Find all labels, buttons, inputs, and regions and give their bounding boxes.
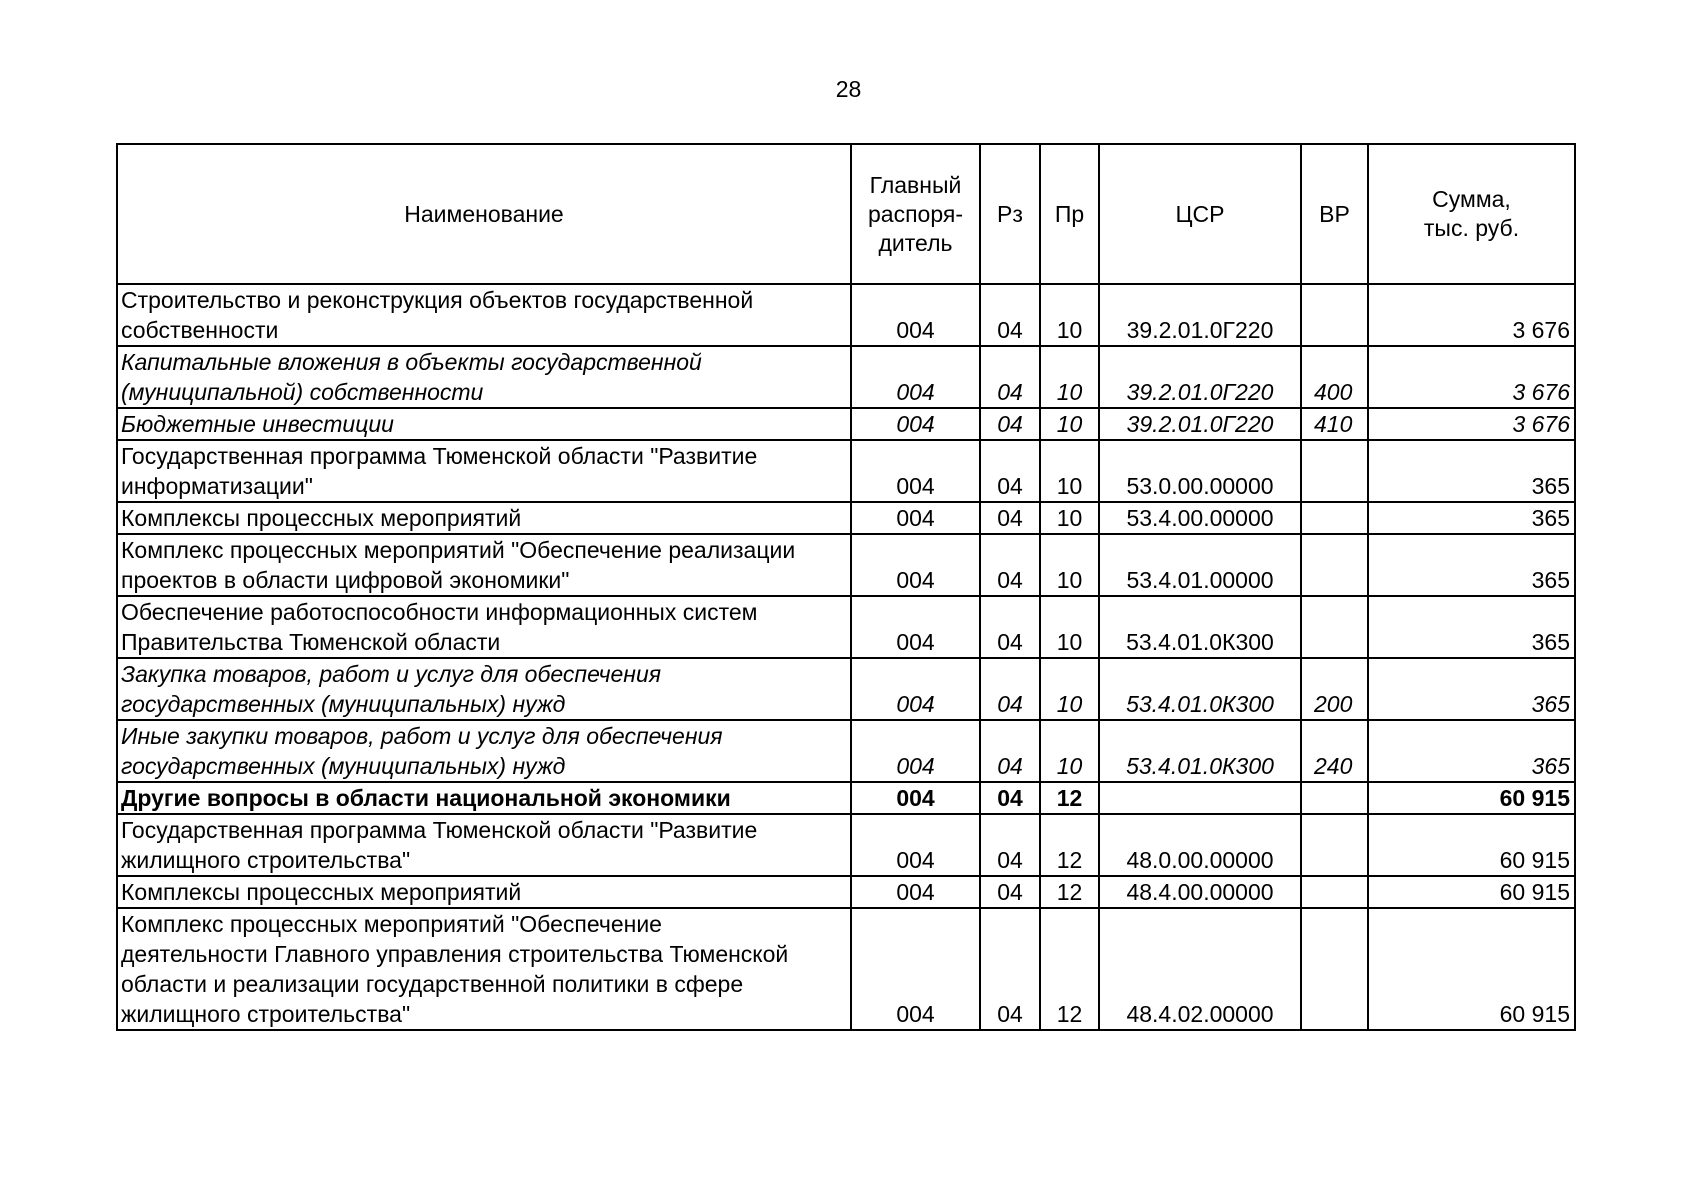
cell-sum: 365 [1368, 596, 1575, 658]
cell-csr: 39.2.01.0Г220 [1099, 346, 1301, 408]
cell-sum: 365 [1368, 502, 1575, 534]
cell-grbs: 004 [851, 658, 980, 720]
cell-rz: 04 [980, 408, 1040, 440]
cell-grbs: 004 [851, 814, 980, 876]
cell-grbs: 004 [851, 346, 980, 408]
cell-name: Закупка товаров, работ и услуг для обеспечения государственных (муниципальных) нужд [117, 658, 851, 720]
budget-table [116, 143, 1576, 1031]
cell-sum: 60 915 [1368, 814, 1575, 876]
cell-csr: 53.4.01.0К300 [1099, 658, 1301, 720]
cell-name: Государственная программа Тюменской области "Развитие информатизации" [117, 440, 851, 502]
cell-grbs: 004 [851, 720, 980, 782]
cell-vr [1301, 814, 1368, 876]
cell-grbs: 004 [851, 408, 980, 440]
cell-vr: 200 [1301, 658, 1368, 720]
table-row [117, 346, 1575, 408]
cell-name: Иные закупки товаров, работ и услуг для обеспечения государственных (муниципальных) нужд [117, 720, 851, 782]
cell-name: Комплексы процессных мероприятий [117, 876, 851, 908]
table-row [117, 502, 1575, 534]
cell-rz: 04 [980, 346, 1040, 408]
table-row [117, 284, 1575, 346]
cell-grbs: 004 [851, 782, 980, 814]
cell-pr: 12 [1040, 814, 1099, 876]
page-number: 28 [835, 76, 862, 102]
cell-rz: 04 [980, 502, 1040, 534]
cell-csr: 53.4.01.00000 [1099, 534, 1301, 596]
cell-grbs: 004 [851, 596, 980, 658]
cell-rz: 04 [980, 782, 1040, 814]
cell-grbs: 004 [851, 284, 980, 346]
table-row [117, 814, 1575, 876]
cell-pr: 10 [1040, 720, 1099, 782]
cell-pr: 10 [1040, 502, 1099, 534]
cell-sum: 365 [1368, 534, 1575, 596]
cell-name: Строительство и реконструкция объектов государственной собственности [117, 284, 851, 346]
cell-csr: 53.4.00.00000 [1099, 502, 1301, 534]
cell-sum: 365 [1368, 720, 1575, 782]
cell-sum: 60 915 [1368, 908, 1575, 1030]
cell-rz: 04 [980, 596, 1040, 658]
table-header-row [117, 144, 1575, 284]
cell-name: Государственная программа Тюменской области "Развитие жилищного строительства" [117, 814, 851, 876]
table-row [117, 534, 1575, 596]
cell-grbs: 004 [851, 440, 980, 502]
cell-vr [1301, 502, 1368, 534]
cell-vr [1301, 440, 1368, 502]
cell-sum: 365 [1368, 440, 1575, 502]
cell-grbs: 004 [851, 534, 980, 596]
cell-name: Комплекс процессных мероприятий "Обеспечение реализации проектов в области цифровой экономики" [117, 534, 851, 596]
header-sum: Сумма, тыс. руб. [1368, 144, 1575, 284]
cell-sum: 3 676 [1368, 284, 1575, 346]
cell-name: Капитальные вложения в объекты государственной (муниципальной) собственности [117, 346, 851, 408]
cell-sum: 365 [1368, 658, 1575, 720]
table-row [117, 720, 1575, 782]
cell-vr: 410 [1301, 408, 1368, 440]
table-row [117, 658, 1575, 720]
header-grbs: Главный распоря- дитель [851, 144, 980, 284]
cell-csr: 48.4.00.00000 [1099, 876, 1301, 908]
cell-pr: 12 [1040, 908, 1099, 1030]
table-row [117, 408, 1575, 440]
cell-pr: 10 [1040, 658, 1099, 720]
cell-rz: 04 [980, 440, 1040, 502]
cell-vr: 240 [1301, 720, 1368, 782]
table-row [117, 440, 1575, 502]
cell-pr: 10 [1040, 440, 1099, 502]
cell-grbs: 004 [851, 876, 980, 908]
cell-rz: 04 [980, 534, 1040, 596]
cell-name: Бюджетные инвестиции [117, 408, 851, 440]
cell-pr: 10 [1040, 284, 1099, 346]
cell-csr: 48.4.02.00000 [1099, 908, 1301, 1030]
cell-rz: 04 [980, 908, 1040, 1030]
header-vr: ВР [1301, 144, 1368, 284]
cell-rz: 04 [980, 814, 1040, 876]
table-body [117, 284, 1575, 1030]
cell-csr: 53.0.00.00000 [1099, 440, 1301, 502]
table-row [117, 596, 1575, 658]
cell-sum: 3 676 [1368, 346, 1575, 408]
cell-pr: 12 [1040, 876, 1099, 908]
table-row [117, 876, 1575, 908]
header-rz: Рз [980, 144, 1040, 284]
cell-vr [1301, 908, 1368, 1030]
cell-grbs: 004 [851, 502, 980, 534]
cell-sum: 3 676 [1368, 408, 1575, 440]
cell-vr [1301, 284, 1368, 346]
cell-name: Комплекс процессных мероприятий "Обеспечение деятельности Главного управления строительства Тюменской области и реализации государственной политики в сфере жилищного строительства" [117, 908, 851, 1030]
cell-csr [1099, 782, 1301, 814]
cell-pr: 10 [1040, 534, 1099, 596]
cell-grbs: 004 [851, 908, 980, 1030]
cell-rz: 04 [980, 876, 1040, 908]
header-name: Наименование [117, 144, 851, 284]
header-pr: Пр [1040, 144, 1099, 284]
cell-sum: 60 915 [1368, 782, 1575, 814]
cell-name: Комплексы процессных мероприятий [117, 502, 851, 534]
cell-name: Обеспечение работоспособности информационных систем Правительства Тюменской области [117, 596, 851, 658]
cell-name: Другие вопросы в области национальной экономики [117, 782, 851, 814]
cell-csr: 39.2.01.0Г220 [1099, 408, 1301, 440]
table-row [117, 908, 1575, 1030]
cell-csr: 39.2.01.0Г220 [1099, 284, 1301, 346]
cell-pr: 12 [1040, 782, 1099, 814]
cell-vr [1301, 782, 1368, 814]
cell-rz: 04 [980, 720, 1040, 782]
cell-csr: 48.0.00.00000 [1099, 814, 1301, 876]
cell-vr: 400 [1301, 346, 1368, 408]
cell-vr [1301, 596, 1368, 658]
cell-csr: 53.4.01.0К300 [1099, 720, 1301, 782]
cell-pr: 10 [1040, 346, 1099, 408]
table-row [117, 782, 1575, 814]
cell-pr: 10 [1040, 596, 1099, 658]
cell-csr: 53.4.01.0К300 [1099, 596, 1301, 658]
cell-sum: 60 915 [1368, 876, 1575, 908]
cell-vr [1301, 876, 1368, 908]
header-csr: ЦСР [1099, 144, 1301, 284]
cell-vr [1301, 534, 1368, 596]
cell-pr: 10 [1040, 408, 1099, 440]
cell-rz: 04 [980, 658, 1040, 720]
cell-rz: 04 [980, 284, 1040, 346]
